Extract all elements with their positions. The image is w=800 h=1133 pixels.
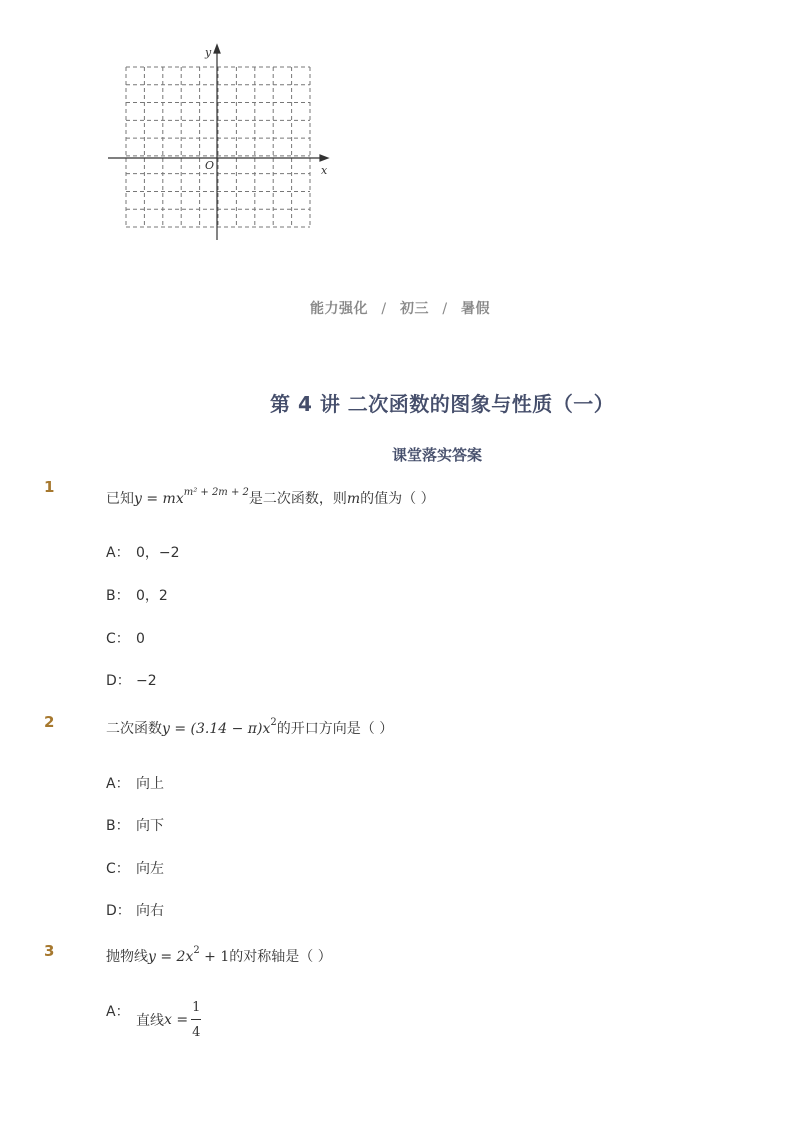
breadcrumb-separator: / [442, 301, 448, 317]
option-label: B： [106, 818, 130, 834]
x-axis-arrow [320, 155, 328, 161]
breadcrumb-part-3: 暑假 [460, 301, 490, 317]
formula: y = 2x [148, 949, 194, 965]
formula-exponent: m² + 2m + 2 [183, 487, 249, 499]
option-text: 0，−2 [136, 545, 180, 561]
fraction [191, 1000, 201, 1040]
option-text: 0，2 [136, 588, 168, 604]
breadcrumb [0, 298, 800, 318]
question-prefix: 已知 [106, 491, 134, 507]
option-label: D： [106, 903, 131, 919]
section-title: 课堂落实答案 [392, 446, 483, 464]
question-text [106, 718, 393, 738]
option-a-label: A： [106, 1004, 130, 1020]
option-label: A： [106, 776, 130, 792]
breadcrumb-separator: / [381, 301, 387, 317]
option-label: B： [106, 588, 130, 604]
fraction-numerator: 1 [191, 1000, 201, 1020]
option-b[interactable] [106, 815, 164, 835]
option-d[interactable] [106, 670, 157, 690]
option-text: 向左 [136, 861, 164, 877]
question-prefix: 抛物线 [106, 949, 148, 965]
option-label: C： [106, 631, 130, 647]
question-number: 2 [44, 713, 55, 731]
breadcrumb-part-2: 初三 [400, 301, 429, 317]
question-text [106, 946, 332, 966]
x-axis-label: x [321, 164, 328, 177]
question-suffix: 是二次函数，则 [248, 491, 347, 507]
formula-tail: + 1 [199, 949, 230, 965]
formula: y = mx [134, 491, 184, 507]
option-text-prefix: 直线 [136, 1013, 164, 1030]
question-suffix: 的对称轴是（ ） [229, 949, 332, 965]
option-label: C： [106, 861, 130, 877]
lesson-title: 第 4 讲 二次函数的图象与性质（一） [270, 392, 615, 416]
y-axis-label: y [205, 46, 212, 59]
option-label: D： [106, 673, 131, 689]
question-number: 3 [44, 942, 55, 960]
option-b[interactable] [106, 585, 168, 605]
option-text: 0 [136, 631, 145, 647]
variable: m [346, 491, 361, 507]
option-label: A： [106, 545, 130, 561]
option-c[interactable] [106, 858, 164, 878]
option-d[interactable] [106, 900, 164, 920]
question-number: 1 [44, 478, 55, 496]
formula-exponent: 2 [270, 717, 277, 729]
option-a[interactable] [136, 1000, 201, 1040]
breadcrumb-part-1: 能力强化 [310, 301, 369, 317]
coordinate-grid-figure [100, 40, 340, 245]
question-text [106, 488, 435, 508]
option-formula: x = [164, 1012, 189, 1029]
option-c[interactable] [106, 628, 145, 648]
fraction-denominator: 4 [192, 1024, 201, 1040]
formula: y = (3.14 − π)x [162, 721, 271, 737]
y-axis-arrow [214, 45, 220, 53]
formula-exponent: 2 [193, 945, 200, 957]
option-a[interactable] [106, 542, 180, 562]
question-suffix: 的值为（ ） [360, 491, 435, 507]
option-text: 向下 [136, 818, 164, 834]
coordinate-grid-svg [100, 40, 340, 245]
question-prefix: 二次函数 [106, 721, 162, 737]
option-text: −2 [136, 673, 157, 689]
question-suffix: 的开口方向是（ ） [276, 721, 394, 737]
origin-label: O [205, 159, 215, 172]
option-a[interactable] [106, 773, 164, 793]
option-text: 向右 [136, 903, 164, 919]
option-text: 向上 [136, 776, 164, 792]
